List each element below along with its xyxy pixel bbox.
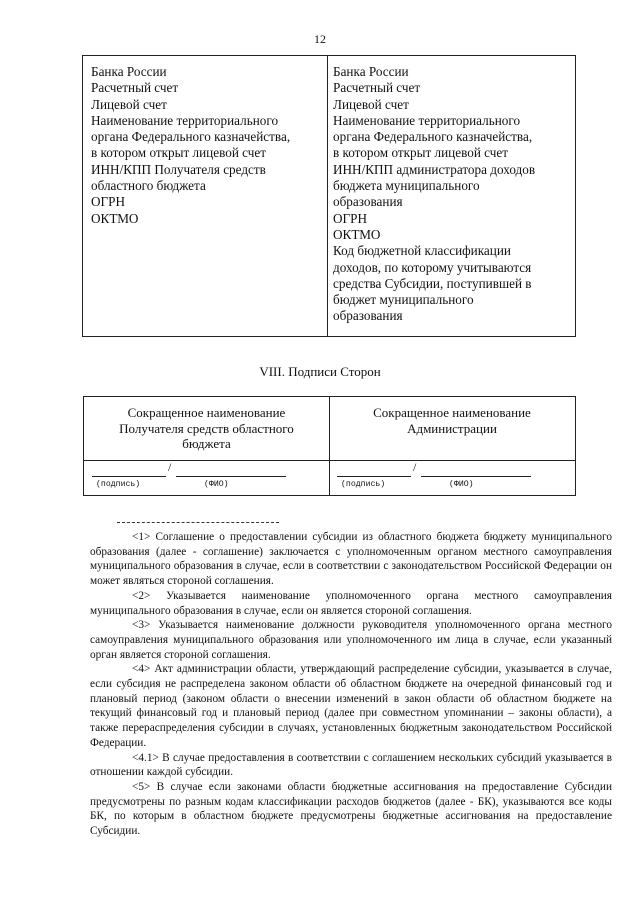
footnote: <4.1> В случае предоставления в соответствии с соглашением нескольких субсидий указывается в отношении каждой субсидии. <box>90 751 612 779</box>
page-number: 12 <box>314 32 326 46</box>
bank-details-line: Наименование территориального <box>333 112 521 128</box>
bank-details-line: ИНН/КПП администратора доходов <box>333 161 536 177</box>
bank-details-line: бюджет муниципального <box>333 292 474 308</box>
footnote: <4> Акт администрации области, утверждающий распределение субсидии, указывается в случае, если субсидия не распределена законом области об областном бюджете на очередной финансовый год и плановый период (законом области о внесении изменений в закон области об областном бюджете на текущий финансовый год и плановый период (далее при совместном упоминании – законы области), а также перераспределения субсидии в случаях, установленных бюджетным законодательством Российской Федерации. <box>90 663 612 749</box>
footnote: <5> В случае если законами области бюджетные ассигнования на предоставление Субсидии предусмотрены по разным кодам классификации расходов бюджетов (далее - БК), указываются все коды БК, по которым в областном бюджете предусмотрены бюджетные ассигнования на предоставление Субсидии. <box>90 780 612 838</box>
bank-details-line: образования <box>333 308 403 324</box>
bank-details-line: Лицевой счет <box>333 96 409 112</box>
recipient-name-heading: Сокращенное наименование Получателя средств областного бюджета <box>119 405 294 451</box>
signature-line: / <box>92 463 317 477</box>
bank-details-line: органа Федерального казначейства, <box>91 129 291 145</box>
signatures-table <box>83 396 576 496</box>
bank-details-line: ОГРН <box>333 210 368 226</box>
signature-caption: (подпись) <box>341 480 386 489</box>
bank-details-line: Лицевой счет <box>91 96 167 112</box>
section-title: VIII. Подписи Сторон <box>259 364 381 379</box>
fio-caption: (ФИО) <box>204 480 229 489</box>
fio-caption: (ФИО) <box>449 480 474 489</box>
bank-details-line: Расчетный счет <box>91 80 179 96</box>
footnote: <1> Соглашение о предоставлении субсидии из областного бюджета бюджету муниципального образования (далее - соглашение) заключается с уполномоченным органом местного самоуправления муниципального образования в случае, если в соответствии с законодательством Российской Федерации он может являться стороной соглашения. <box>90 531 612 588</box>
bank-details-line: ИНН/КПП Получателя средств <box>91 161 266 177</box>
bank-details-line: областного бюджета <box>91 178 206 194</box>
bank-details-line: средства Субсидии, поступившей в <box>333 275 532 291</box>
recipient-signature-cell <box>84 397 330 495</box>
footnote: <3> Указывается наименование должности руководителя уполномоченного органа местного самоуправления муниципального образования или уполномоченного им лица в случае, если указанный орган является стороной соглашения. <box>90 619 612 661</box>
bank-details-line: ОГРН <box>91 194 126 210</box>
signature-line: / <box>337 463 562 477</box>
footnote-divider <box>117 522 279 523</box>
bank-details-table <box>82 55 576 337</box>
bank-details-line: Банка России <box>333 64 409 79</box>
bank-details-line: Наименование территориального <box>91 112 279 128</box>
footnote: <2> Указывается наименование уполномоченного органа местного самоуправления муниципального образования в случае, если он является стороной соглашения. <box>90 589 612 617</box>
recipient-bank-details-cell <box>83 56 328 336</box>
administration-name-heading: Сокращенное наименование Администрации <box>373 405 531 436</box>
administration-signature-cell <box>329 397 575 495</box>
bank-details-line: ОКТМО <box>333 226 381 242</box>
bank-details-line: доходов, по которому учитываются <box>333 259 532 275</box>
bank-details-line: образования <box>333 194 403 210</box>
signature-caption: (подпись) <box>96 480 141 489</box>
municipality-bank-details-cell <box>327 56 575 336</box>
bank-details-line: органа Федерального казначейства, <box>333 129 533 145</box>
bank-details-line: в котором открыт лицевой счет <box>91 145 267 161</box>
bank-details-line: бюджета муниципального <box>333 178 480 194</box>
bank-details-line: ОКТМО <box>91 210 139 226</box>
footnotes <box>90 530 612 839</box>
bank-details-line: Код бюджетной классификации <box>333 243 511 259</box>
bank-details-line: Расчетный счет <box>333 80 421 96</box>
bank-details-line: Банка России <box>91 64 167 79</box>
bank-details-line: в котором открыт лицевой счет <box>333 145 509 161</box>
